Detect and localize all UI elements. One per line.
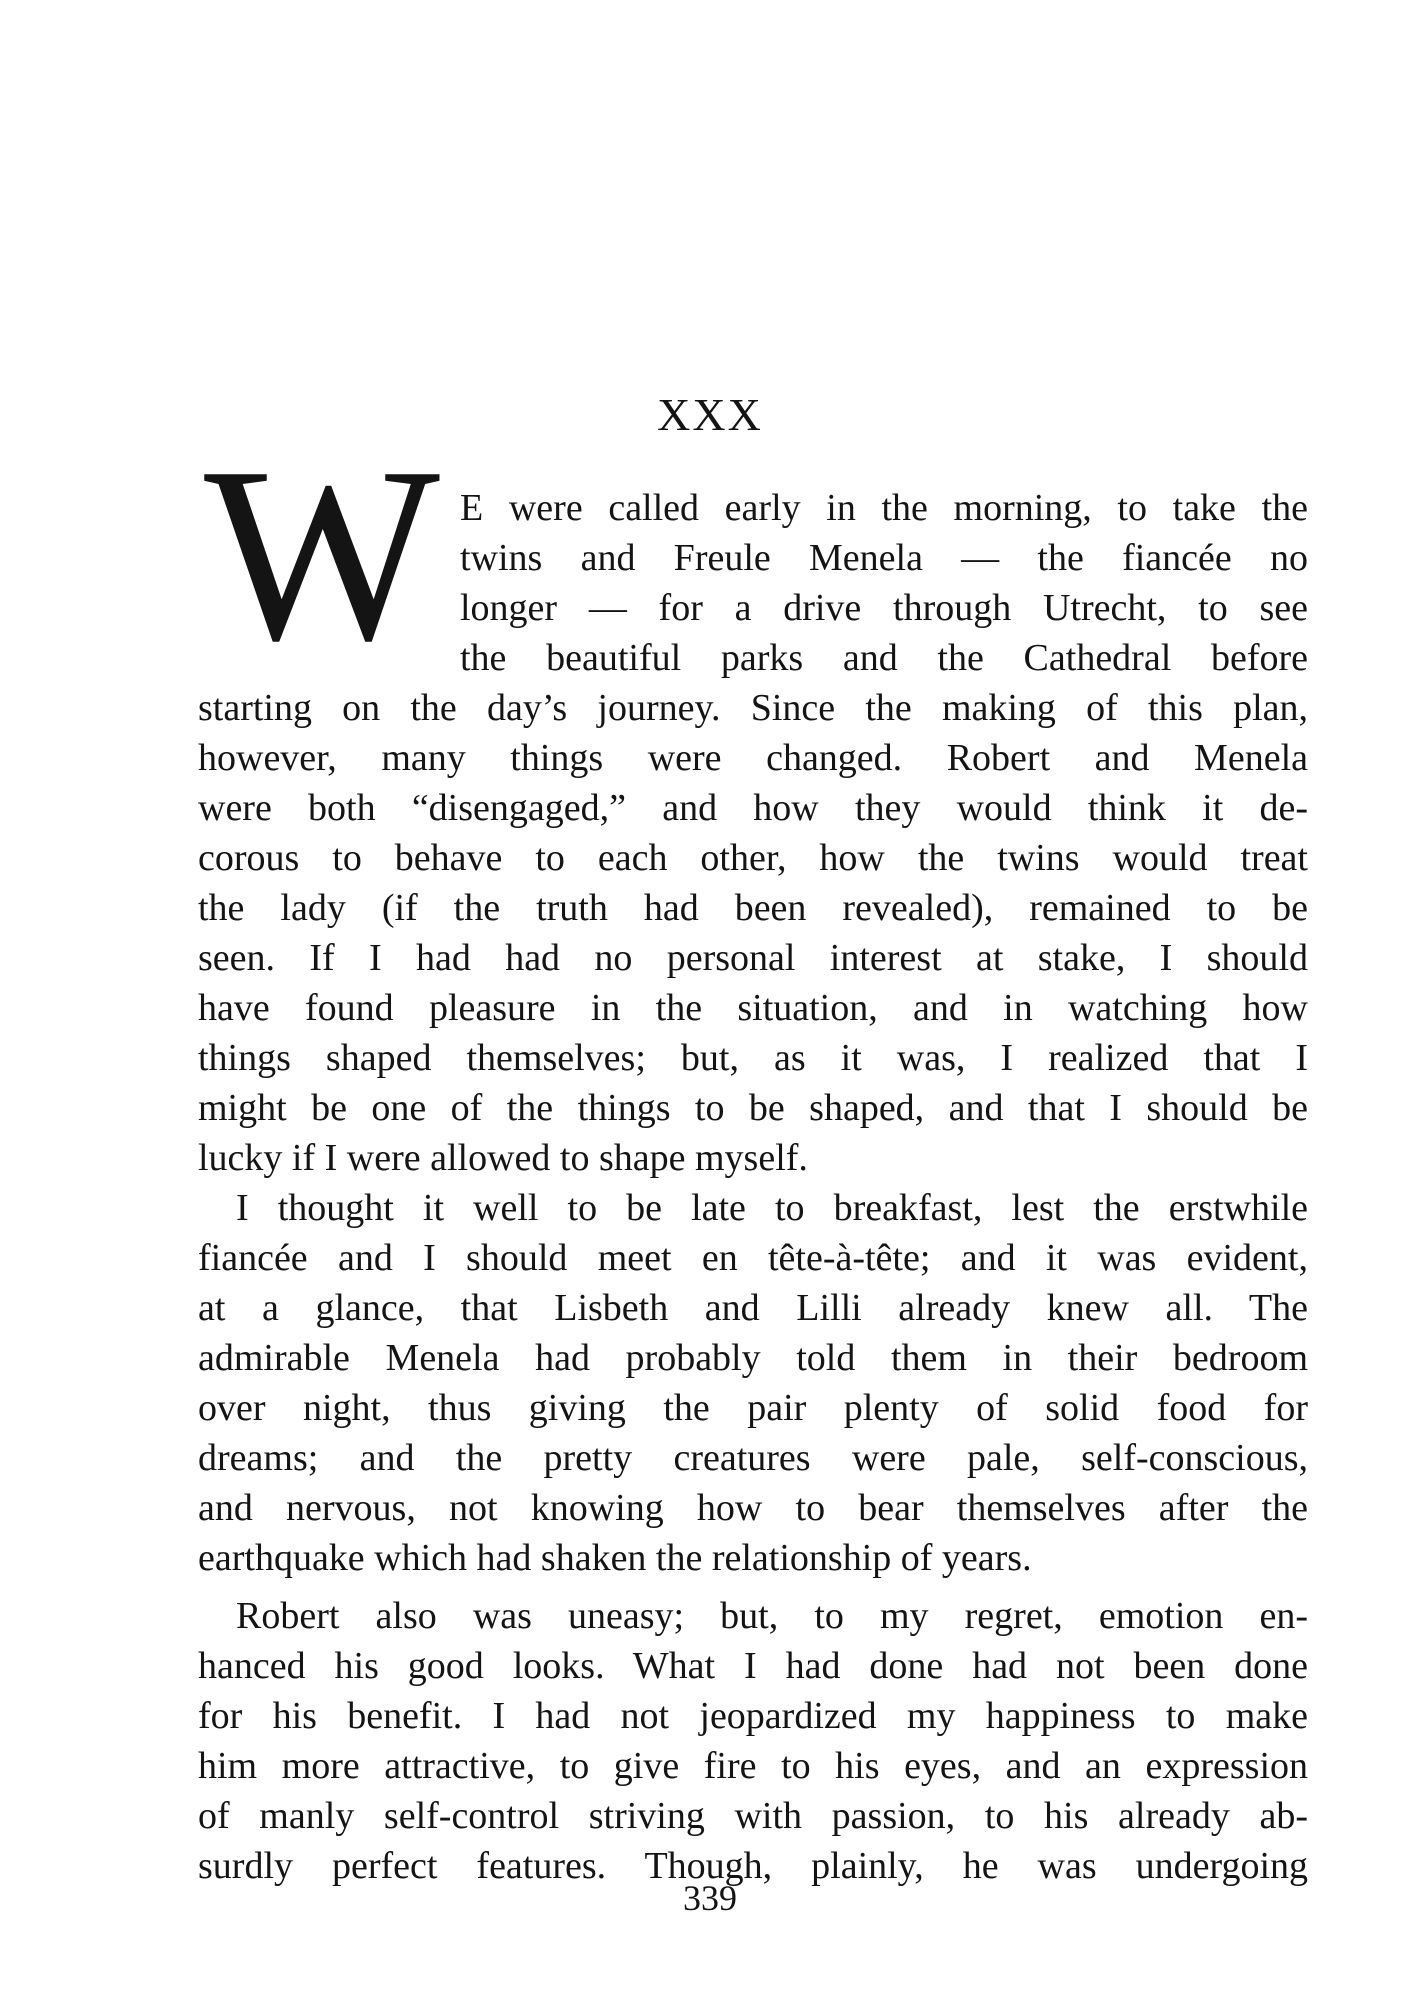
text-line: at a glance, that Lisbeth and Lilli already knew all. The <box>198 1287 1308 1329</box>
text-line: him more attractive, to give fire to his eyes, and an expression <box>198 1745 1308 1787</box>
text-line: might be one of the things to be shaped, and that I should be <box>198 1087 1308 1129</box>
text-line: the lady (if the truth had been revealed), remained to be <box>198 887 1308 929</box>
text-line: corous to behave to each other, how the twins would treat <box>198 837 1308 879</box>
text-line: the beautiful parks and the Cathedral before <box>460 637 1308 679</box>
text-line: E were called early in the morning, to take the <box>460 487 1308 529</box>
text-line: have found pleasure in the situation, and in watching how <box>198 987 1308 1029</box>
text-line: I thought it well to be late to breakfast, lest the erstwhile <box>236 1187 1308 1229</box>
text-line: lucky if I were allowed to shape myself. <box>198 1137 808 1179</box>
text-line: twins and Freule Menela — the fiancée no <box>460 537 1308 579</box>
text-line: admirable Menela had probably told them in their bedroom <box>198 1337 1308 1379</box>
text-line: over night, thus giving the pair plenty of solid food for <box>198 1387 1308 1429</box>
text-line: and nervous, not knowing how to bear themselves after the <box>198 1487 1308 1529</box>
text-line: however, many things were changed. Robert and Menela <box>198 737 1308 779</box>
text-line: starting on the day’s journey. Since the making of this plan, <box>198 687 1308 729</box>
text-line: earthquake which had shaken the relationship of years. <box>198 1537 1032 1579</box>
text-line: of manly self-control striving with passion, to his already ab- <box>198 1795 1308 1837</box>
text-line: things shaped themselves; but, as it was, I realized that I <box>198 1037 1308 1079</box>
text-line: longer — for a drive through Utrecht, to see <box>460 587 1308 629</box>
text-line: hanced his good looks. What I had done had not been done <box>198 1645 1308 1687</box>
chapter-title: XXX <box>657 389 763 440</box>
text-line: surdly perfect features. Though, plainly, he was undergoing <box>198 1845 1308 1887</box>
drop-cap: W <box>204 416 440 693</box>
text-line: for his benefit. I had not jeopardized my happiness to make <box>198 1695 1308 1737</box>
page-number: 339 <box>683 1878 737 1918</box>
text-line: fiancée and I should meet en tête-à-tête; and it was evident, <box>198 1237 1308 1279</box>
text-line: Robert also was uneasy; but, to my regret, emotion en- <box>236 1595 1308 1637</box>
text-line: were both “disengaged,” and how they would think it de- <box>198 787 1308 829</box>
text-line: dreams; and the pretty creatures were pale, self-conscious, <box>198 1437 1308 1479</box>
text-line: seen. If I had had no personal interest at stake, I should <box>198 937 1308 979</box>
